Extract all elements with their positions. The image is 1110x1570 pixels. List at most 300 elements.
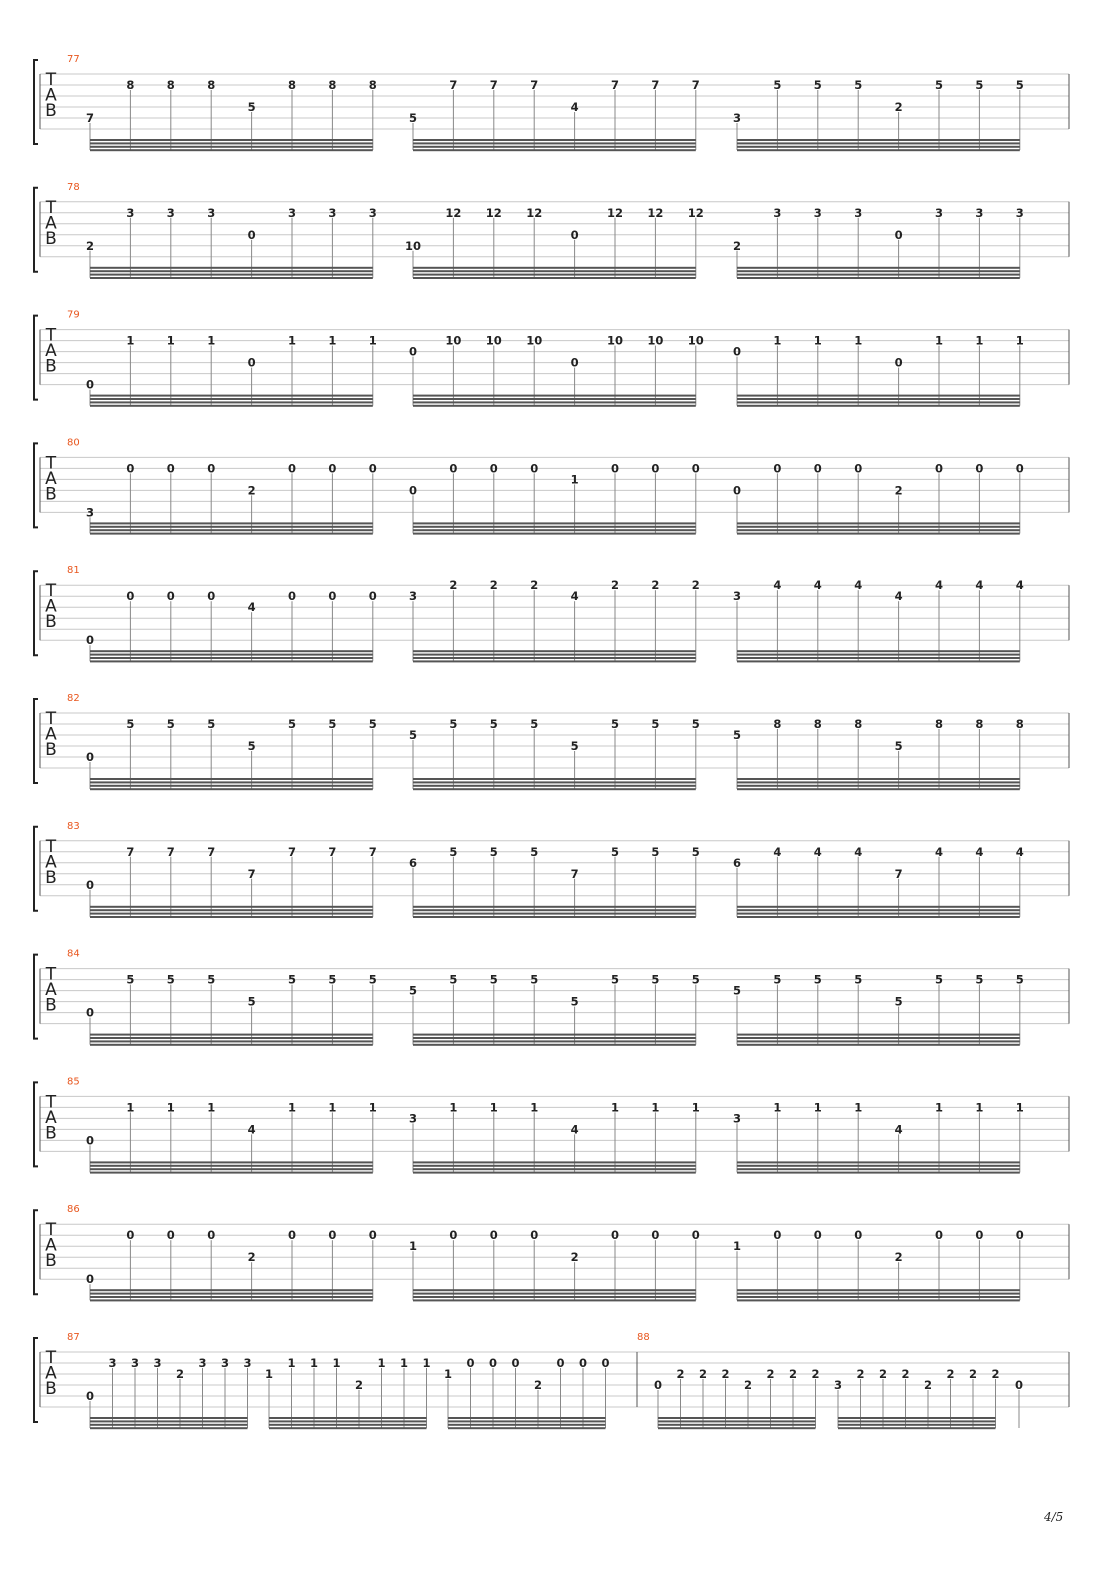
beam (737, 785, 1020, 787)
beam (737, 270, 1020, 272)
fret-number: 5 (894, 739, 903, 753)
fret-number: 1 (287, 333, 297, 348)
fret-number: 10 (687, 333, 704, 348)
fret-number: 0 (934, 1228, 944, 1243)
fret-number: 2 (449, 578, 458, 593)
beam (413, 913, 696, 915)
fret-number: 8 (934, 717, 944, 731)
system-84 (34, 949, 1069, 1046)
fret-number: 3 (1015, 205, 1024, 220)
fret-number: 3 (166, 205, 175, 220)
beam (448, 1427, 606, 1429)
fret-number: 5 (1015, 972, 1024, 987)
beam (737, 267, 1020, 269)
fret-number: 3 (207, 205, 216, 220)
fret-number: 4 (247, 1122, 256, 1137)
fret-number: 1 (368, 1100, 377, 1115)
beam (90, 1420, 248, 1422)
fret-number: 5 (408, 983, 418, 998)
fret-number: 0 (85, 750, 95, 764)
fret-number: 5 (126, 717, 135, 731)
beam (413, 1161, 696, 1163)
fret-number: 0 (570, 355, 579, 370)
tab-clef-letter: B (45, 228, 57, 249)
beam (90, 660, 373, 662)
page-number: 4/5 (1044, 1510, 1064, 1524)
tab-clef-letter: B (45, 1123, 57, 1144)
beam (737, 1034, 1020, 1036)
beam (90, 916, 373, 918)
beam (90, 778, 373, 780)
tab-clef-letter: T (45, 709, 57, 729)
fret-number: 8 (166, 78, 175, 92)
fret-number: 2 (743, 1378, 753, 1392)
fret-number: 2 (856, 1367, 865, 1381)
fret-number: 7 (570, 866, 579, 881)
beam (90, 781, 373, 783)
beam (413, 398, 696, 400)
fret-number: 0 (368, 1228, 377, 1243)
beam (737, 277, 1020, 279)
fret-number: 0 (126, 461, 135, 476)
fret-number: 1 (126, 1100, 135, 1115)
fret-number: 1 (691, 1100, 700, 1115)
fret-number: 2 (85, 238, 95, 253)
fret-number: 1 (975, 1100, 984, 1115)
fret-number: 0 (610, 461, 620, 476)
beam (737, 781, 1020, 783)
fret-number: 3 (975, 205, 984, 220)
beam (413, 533, 696, 535)
fret-number: 2 (676, 1367, 685, 1381)
fret-number: 0 (1015, 1228, 1024, 1243)
fret-number: 5 (570, 739, 579, 753)
fret-number: 5 (813, 972, 822, 987)
fret-number: 3 (328, 205, 337, 220)
fret-number: 8 (773, 717, 782, 731)
fret-number: 0 (601, 1356, 610, 1370)
fret-number: 0 (85, 377, 95, 392)
beam (90, 650, 373, 652)
beam (413, 267, 696, 269)
fret-number: 1 (328, 1100, 337, 1115)
fret-number: 2 (354, 1378, 364, 1392)
fret-number: 2 (175, 1367, 185, 1381)
fret-number: 1 (813, 1100, 822, 1115)
beam (413, 139, 696, 141)
beam (737, 778, 1020, 780)
fret-number: 5 (408, 728, 418, 742)
beam (413, 146, 696, 148)
beam (737, 913, 1020, 915)
fret-number: 4 (934, 578, 944, 593)
fret-number: 7 (894, 866, 903, 881)
system-bracket (34, 316, 38, 400)
measure-number: 78 (67, 181, 80, 193)
fret-number: 5 (691, 844, 700, 859)
system-bracket (34, 827, 38, 911)
measure-number: 77 (67, 54, 80, 65)
fret-number: 4 (813, 844, 822, 859)
beam (413, 1168, 696, 1170)
beam (413, 781, 696, 783)
tab-clef-letter: B (45, 1379, 57, 1399)
fret-number: 4 (570, 100, 579, 114)
fret-number: 0 (570, 227, 579, 242)
beam (90, 149, 373, 151)
beam (90, 788, 373, 790)
beam (658, 1417, 816, 1419)
fret-number: 0 (732, 483, 742, 498)
fret-number: 0 (85, 1272, 95, 1287)
fret-number: 4 (247, 600, 256, 615)
fret-number: 3 (130, 1356, 140, 1370)
system-86 (34, 1204, 1069, 1301)
fret-number: 7 (166, 844, 175, 859)
fret-number: 2 (894, 100, 903, 114)
fret-number: 5 (570, 994, 579, 1009)
beam (90, 1044, 373, 1046)
fret-number: 0 (1015, 461, 1024, 476)
fret-number: 5 (247, 100, 256, 114)
beam (90, 146, 373, 148)
beam (448, 1420, 606, 1422)
fret-number: 0 (773, 461, 782, 476)
fret-number: 3 (126, 205, 135, 220)
beam (737, 395, 1020, 397)
fret-number: 5 (449, 844, 458, 859)
fret-number: 2 (766, 1367, 775, 1381)
fret-number: 10 (647, 333, 664, 348)
beam (838, 1427, 996, 1429)
fret-number: 7 (287, 844, 297, 859)
beam (413, 149, 696, 151)
beam (737, 660, 1020, 662)
fret-number: 4 (570, 589, 579, 604)
fret-number: 8 (813, 717, 822, 731)
measure-number: 82 (67, 693, 80, 704)
fret-number: 5 (489, 972, 498, 987)
system-bracket (34, 571, 38, 655)
fret-number: 4 (1015, 844, 1024, 859)
fret-number: 1 (287, 1356, 296, 1370)
beam (737, 533, 1020, 535)
system-bracket (34, 60, 38, 144)
fret-number: 0 (691, 461, 700, 476)
fret-number: 12 (526, 205, 543, 220)
fret-number: 1 (813, 333, 822, 348)
fret-number: 10 (485, 333, 502, 348)
fret-number: 4 (894, 1122, 903, 1137)
fret-number: 5 (207, 972, 216, 987)
beam (90, 1165, 373, 1167)
fret-number: 2 (698, 1367, 708, 1381)
fret-number: 8 (287, 78, 297, 92)
fret-number: 5 (773, 972, 782, 987)
beam (90, 1424, 248, 1426)
fret-number: 7 (651, 78, 660, 92)
fret-number: 5 (166, 717, 175, 731)
fret-number: 5 (126, 972, 135, 987)
beam (90, 1034, 373, 1036)
system-bracket (34, 188, 38, 272)
tab-clef-letter: T (45, 70, 57, 90)
beam (269, 1420, 427, 1422)
beam (269, 1424, 427, 1426)
beam (737, 529, 1020, 531)
beam (90, 785, 373, 787)
fret-number: 5 (166, 972, 175, 987)
fret-number: 3 (813, 205, 822, 220)
fret-number: 2 (610, 578, 620, 593)
beam (413, 906, 696, 908)
fret-number: 2 (651, 578, 660, 593)
fret-number: 5 (328, 972, 337, 987)
beam (737, 1040, 1020, 1042)
beam (448, 1417, 606, 1419)
fret-number: 2 (247, 483, 256, 498)
fret-number: 0 (975, 461, 984, 476)
fret-number: 3 (287, 205, 297, 220)
beam (90, 1417, 248, 1419)
beam (737, 1172, 1020, 1174)
fret-number: 0 (126, 589, 135, 604)
fret-number: 0 (449, 461, 458, 476)
fret-number: 1 (207, 1100, 216, 1115)
tab-clef-letter: T (45, 1348, 57, 1368)
fret-number: 0 (207, 1228, 216, 1243)
fret-number: 2 (946, 1367, 955, 1381)
fret-number: 5 (691, 717, 700, 731)
fret-number: 1 (377, 1356, 386, 1370)
fret-number: 5 (854, 972, 863, 987)
tab-clef-letter: B (45, 740, 57, 760)
fret-number: 0 (653, 1378, 663, 1392)
beam (90, 522, 373, 524)
fret-number: 1 (934, 1100, 944, 1115)
beam (737, 1299, 1020, 1301)
fret-number: 0 (408, 483, 418, 498)
fret-number: 0 (368, 589, 377, 604)
beam (90, 401, 373, 403)
fret-number: 3 (408, 1111, 418, 1126)
fret-number: 0 (247, 227, 256, 242)
fret-number: 3 (773, 205, 782, 220)
fret-number: 1 (854, 333, 863, 348)
fret-number: 4 (1015, 578, 1024, 593)
beam (658, 1427, 816, 1429)
fret-number: 5 (975, 78, 984, 92)
fret-number: 1 (651, 1100, 660, 1115)
beam (413, 1040, 696, 1042)
beam (90, 657, 373, 659)
beam (737, 1037, 1020, 1039)
fret-number: 0 (287, 461, 297, 476)
beam (838, 1417, 996, 1419)
fret-number: 5 (247, 994, 256, 1009)
beam (90, 270, 373, 272)
beam (413, 1034, 696, 1036)
system-78 (34, 182, 1069, 279)
fret-number: 0 (651, 461, 660, 476)
fret-number: 5 (773, 78, 782, 92)
fret-number: 0 (854, 1228, 863, 1243)
beam (838, 1420, 996, 1422)
fret-number: 10 (526, 333, 543, 348)
fret-number: 2 (247, 1250, 256, 1265)
fret-number: 1 (570, 472, 579, 487)
fret-number: 8 (1015, 717, 1024, 731)
fret-number: 12 (606, 205, 624, 220)
fret-number: 1 (975, 333, 984, 348)
fret-number: 3 (732, 589, 742, 604)
fret-number: 1 (166, 333, 175, 348)
fret-number: 1 (732, 1239, 742, 1254)
measure-number: 81 (67, 565, 80, 577)
fret-number: 2 (968, 1367, 978, 1381)
fret-number: 5 (247, 739, 256, 753)
fret-number: 1 (207, 333, 216, 348)
tab-clef-letter: A (45, 1235, 57, 1256)
fret-number: 1 (328, 333, 337, 348)
fret-number: 3 (732, 1111, 742, 1126)
beam (413, 277, 696, 279)
fret-number: 2 (901, 1367, 910, 1381)
beam (737, 650, 1020, 652)
tab-clef-letter: T (45, 1092, 57, 1113)
fret-number: 2 (894, 483, 903, 498)
fret-number: 3 (85, 505, 95, 520)
tab-clef-letter: A (45, 1107, 57, 1128)
fret-number: 10 (404, 238, 422, 253)
fret-number: 5 (610, 717, 620, 731)
beam (737, 1168, 1020, 1170)
fret-number: 3 (243, 1356, 252, 1370)
tab-clef-letter: A (45, 596, 57, 617)
fret-number: 1 (773, 333, 782, 348)
beam (413, 1289, 696, 1291)
fret-number: 0 (813, 1228, 822, 1243)
tab-clef-letter: B (45, 356, 57, 377)
fret-number: 1 (166, 1100, 175, 1115)
tab-clef-letter: B (45, 867, 57, 888)
fret-number: 1 (309, 1356, 319, 1370)
fret-number: 5 (732, 983, 742, 998)
system-bracket (34, 1338, 38, 1422)
fret-number: 5 (287, 972, 297, 987)
beam (413, 401, 696, 403)
beam (413, 660, 696, 662)
fret-number: 5 (975, 972, 984, 987)
fret-number: 0 (368, 461, 377, 476)
beam (90, 526, 373, 528)
fret-number: 8 (207, 78, 216, 92)
fret-number: 5 (408, 111, 418, 125)
fret-number: 0 (773, 1228, 782, 1243)
fret-number: 12 (687, 205, 704, 220)
fret-number: 2 (923, 1378, 933, 1392)
fret-number: 8 (975, 717, 984, 731)
beam (90, 1172, 373, 1174)
beam (737, 788, 1020, 790)
fret-number: 0 (975, 1228, 984, 1243)
fret-number: 12 (445, 205, 462, 220)
fret-number: 2 (894, 1250, 903, 1265)
system-bracket (34, 1082, 38, 1166)
fret-number: 0 (166, 461, 175, 476)
fret-number: 3 (833, 1378, 843, 1392)
fret-number: 5 (934, 972, 944, 987)
beam (90, 1040, 373, 1042)
fret-number: 4 (570, 1122, 579, 1137)
beam (90, 1427, 248, 1429)
fret-number: 0 (328, 589, 337, 604)
fret-number: 5 (530, 844, 539, 859)
fret-number: 1 (126, 333, 135, 348)
tab-clef-letter: T (45, 325, 57, 346)
fret-number: 10 (445, 333, 462, 348)
fret-number: 5 (489, 844, 498, 859)
beam (737, 139, 1020, 141)
fret-number: 2 (721, 1367, 730, 1381)
fret-number: 4 (854, 578, 863, 593)
fret-number: 5 (1015, 78, 1024, 92)
beam (413, 1044, 696, 1046)
beam (90, 267, 373, 269)
fret-number: 5 (207, 717, 216, 731)
fret-number: 5 (328, 717, 337, 731)
tab-clef-letter: T (45, 964, 57, 985)
beam (658, 1420, 816, 1422)
fret-number: 7 (530, 78, 539, 92)
system-bracket (34, 443, 38, 527)
fret-number: 0 (207, 589, 216, 604)
fret-number: 7 (126, 844, 135, 859)
beam (737, 526, 1020, 528)
fret-number: 0 (466, 1356, 475, 1370)
beam (413, 909, 696, 911)
system-bracket (34, 955, 38, 1039)
system-82 (34, 693, 1069, 790)
fret-number: 0 (489, 1228, 498, 1243)
fret-number: 0 (85, 1389, 95, 1403)
beam (413, 274, 696, 276)
fret-number: 5 (691, 972, 700, 987)
fret-number: 8 (126, 78, 135, 92)
fret-number: 0 (449, 1228, 458, 1243)
fret-number: 6 (408, 855, 418, 870)
fret-number: 0 (530, 1228, 539, 1243)
fret-number: 4 (773, 578, 782, 593)
fret-number: 5 (449, 717, 458, 731)
beam (90, 909, 373, 911)
fret-number: 1 (422, 1356, 431, 1370)
system-87 (34, 1332, 1069, 1429)
beam (737, 1296, 1020, 1298)
fret-number: 5 (368, 972, 377, 987)
measure-number: 88 (637, 1332, 650, 1343)
beam (90, 1037, 373, 1039)
fret-number: 1 (1015, 333, 1024, 348)
fret-number: 4 (854, 844, 863, 859)
fret-number: 0 (894, 227, 903, 242)
beam (90, 395, 373, 397)
beam (413, 916, 696, 918)
fret-number: 0 (287, 589, 297, 604)
fret-number: 7 (207, 844, 216, 859)
tab-clef-letter: B (45, 101, 57, 121)
fret-number: 1 (287, 1100, 297, 1115)
